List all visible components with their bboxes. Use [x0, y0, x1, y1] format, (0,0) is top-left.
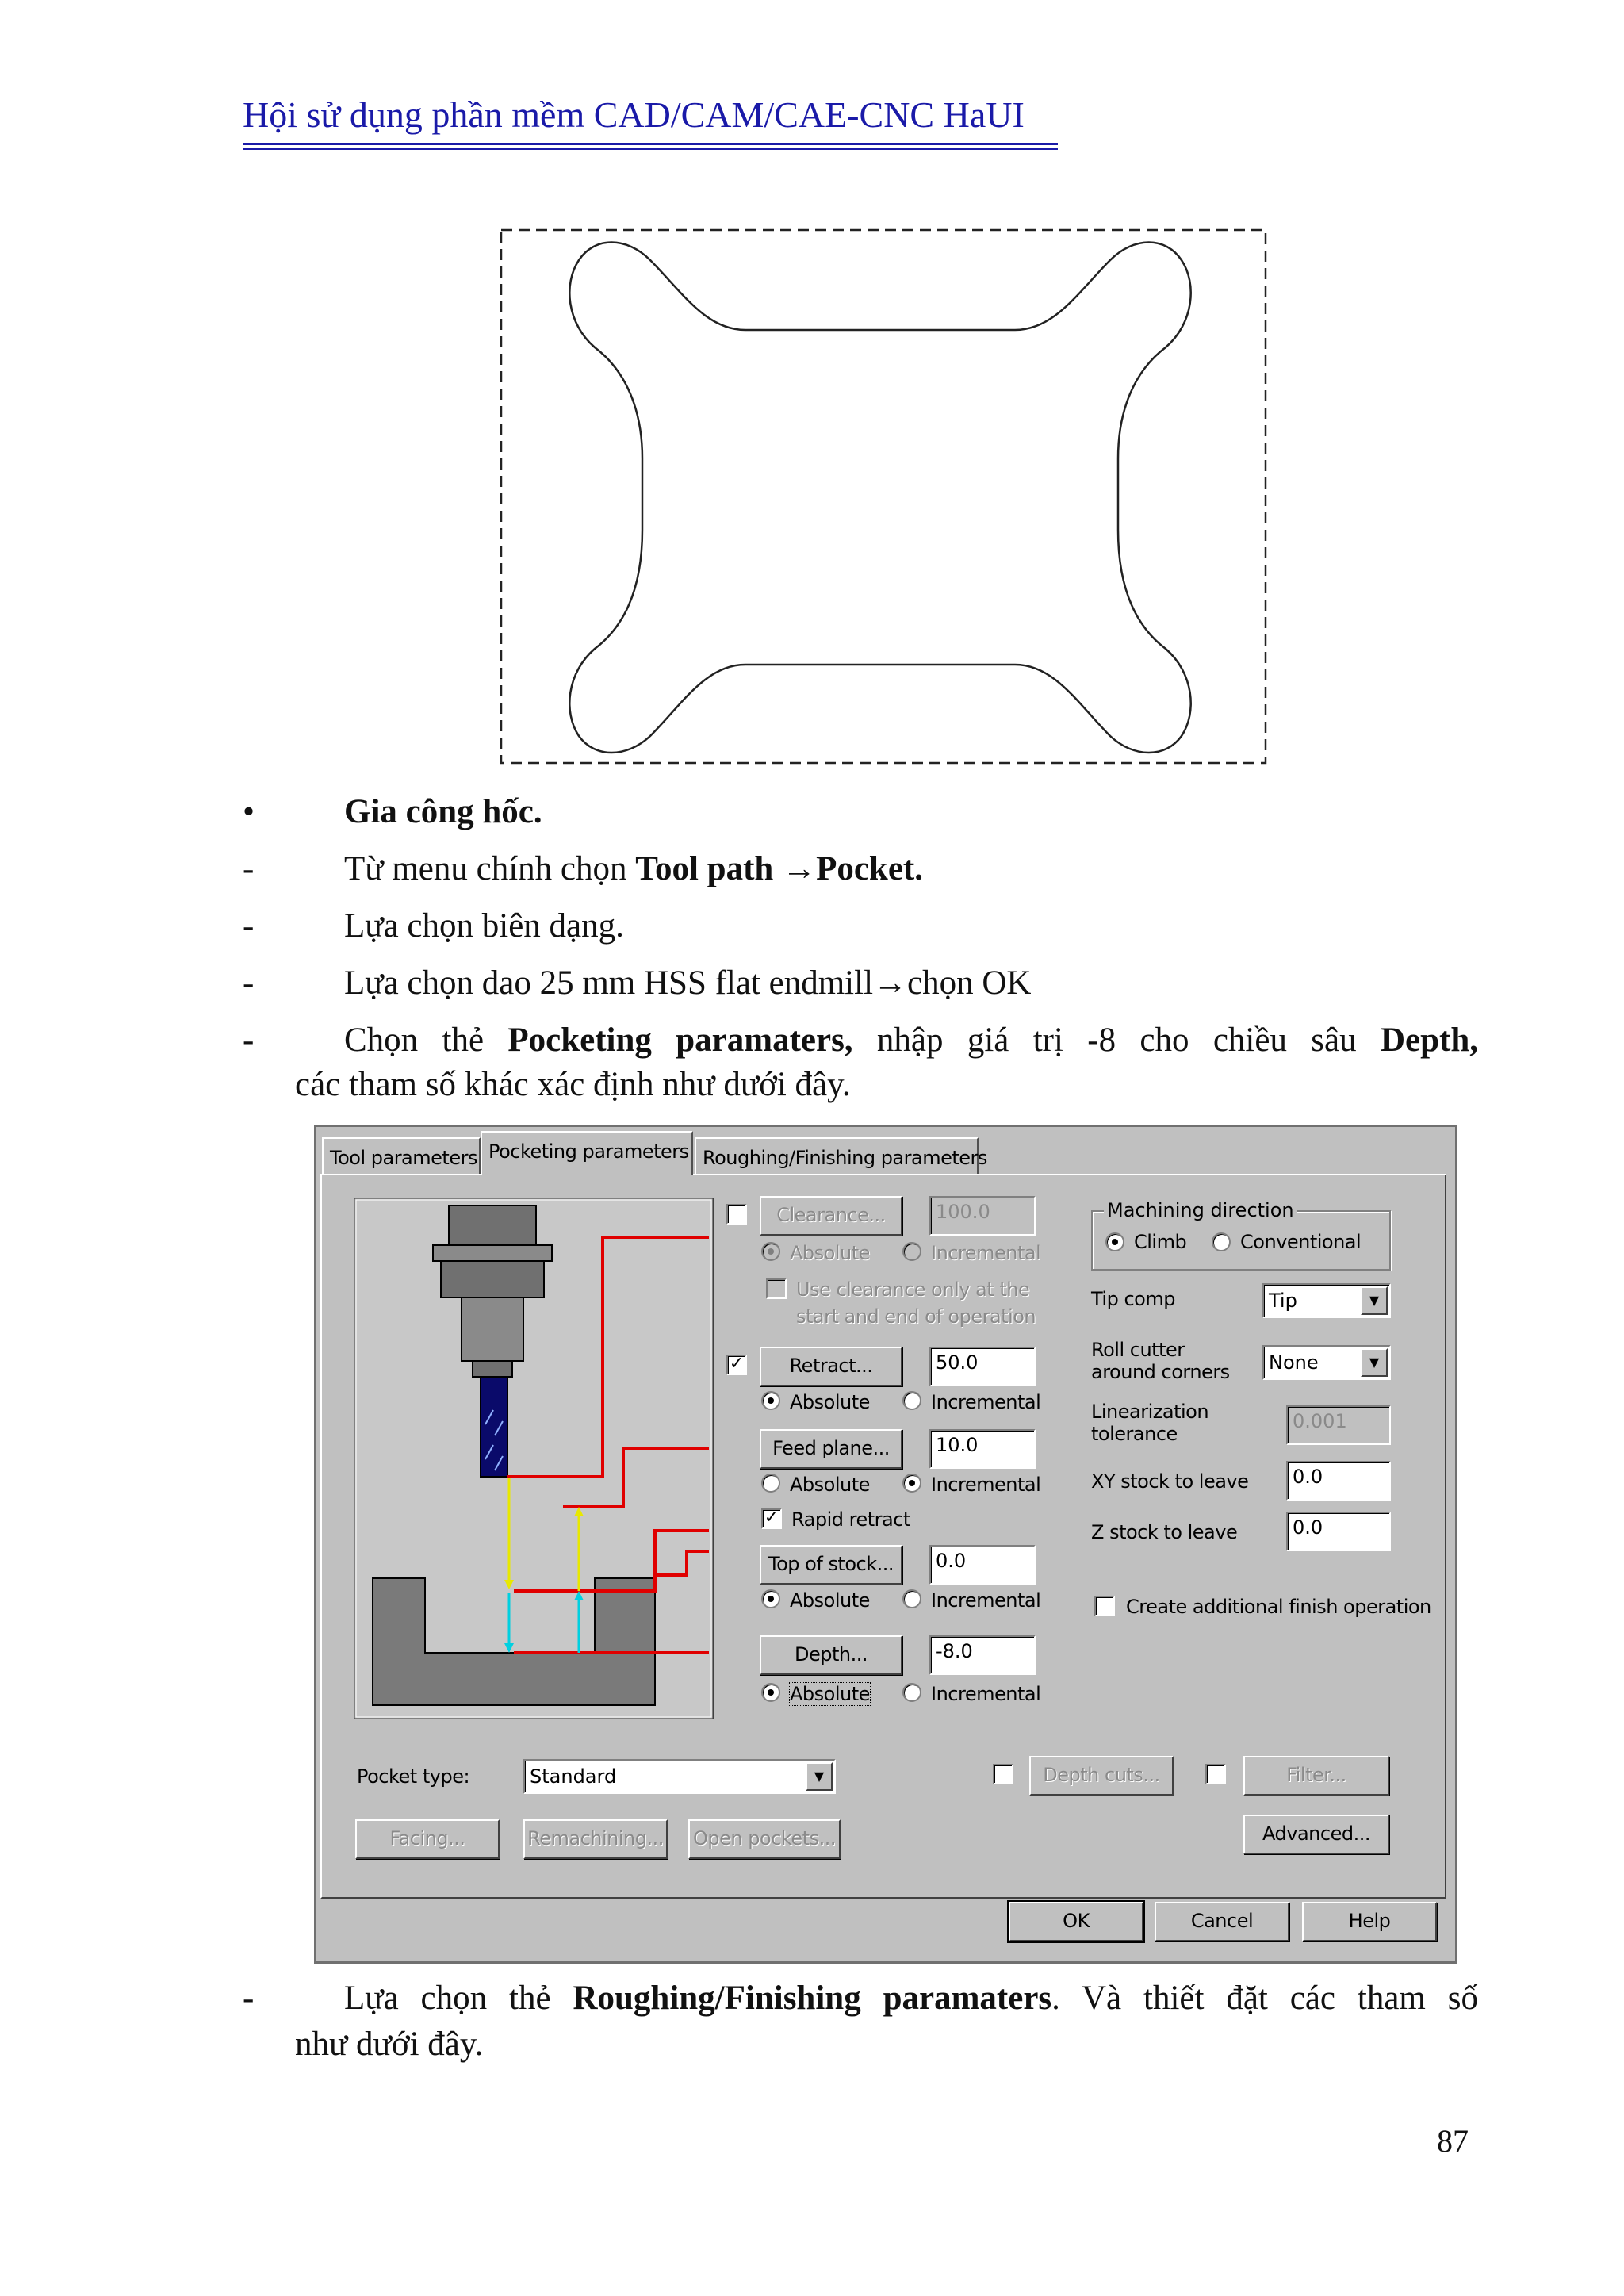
depth-incremental-radio[interactable] [902, 1683, 921, 1702]
use-clearance-label: Use clearance only at the [796, 1278, 1030, 1301]
bullet-pre: Từ menu chính chọn [344, 850, 636, 887]
retract-incremental-radio[interactable] [902, 1391, 921, 1410]
bullet-bold: Gia công hốc. [344, 793, 542, 830]
pocket-type-value: Standard [530, 1765, 617, 1788]
z-stock-field[interactable]: 0.0 [1286, 1512, 1391, 1551]
chevron-down-icon[interactable]: ▼ [1361, 1348, 1388, 1377]
bullet-text [344, 790, 1478, 834]
clearance-button[interactable]: Clearance... [760, 1196, 902, 1236]
tip-comp-label: Tip comp [1091, 1288, 1175, 1310]
tab-roughing-finishing[interactable]: Roughing/Finishing parameters [695, 1137, 979, 1174]
depth-absolute-radio[interactable] [761, 1683, 780, 1702]
stock-absolute-label: Absolute [790, 1589, 870, 1612]
linearization-label: Linearization [1091, 1401, 1209, 1423]
retract-field[interactable]: 50.0 [929, 1347, 1036, 1386]
feed-plane-field[interactable]: 10.0 [929, 1429, 1036, 1469]
stock-incremental-label: Incremental [931, 1589, 1041, 1612]
bullet-continuation: các tham số khác xác định như dưới đây. [295, 1066, 851, 1103]
page-number: 87 [1437, 2123, 1469, 2159]
stock-absolute-radio[interactable] [761, 1589, 780, 1608]
roll-cutter-label: Roll cutter [1091, 1339, 1185, 1361]
retract-absolute-radio[interactable] [761, 1391, 780, 1410]
machining-direction-group [1091, 1199, 1391, 1271]
feed-plane-button[interactable]: Feed plane... [760, 1429, 902, 1469]
linearization-label-2: tolerance [1091, 1423, 1178, 1445]
remachining-button[interactable]: Remachining... [523, 1819, 668, 1859]
tip-comp-select[interactable] [1262, 1283, 1391, 1318]
bullet-bold-2: Depth, [1380, 1022, 1478, 1059]
linearization-field[interactable]: 0.001 [1286, 1405, 1391, 1445]
create-finish-label: Create additional finish operation [1126, 1596, 1431, 1618]
climb-radio[interactable] [1105, 1232, 1124, 1251]
advanced-button[interactable]: Advanced... [1243, 1815, 1389, 1854]
bullet-bold: Roughing/Finishing paramaters [573, 1980, 1052, 2017]
bullet-continuation: như dưới đây. [295, 2026, 484, 2063]
retract-absolute-label: Absolute [790, 1391, 870, 1413]
depth-incremental-label: Incremental [931, 1683, 1041, 1705]
retract-incremental-label: Incremental [931, 1391, 1041, 1413]
chevron-down-icon[interactable]: ▼ [1361, 1286, 1388, 1315]
feed-absolute-label: Absolute [790, 1474, 870, 1496]
tip-comp-value: Tip [1269, 1290, 1297, 1312]
dash-marker: - [243, 1980, 255, 2017]
bullet-text: Lựa chọn dao 25 mm HSS flat endmill→chọn OK [344, 964, 1032, 1002]
roll-cutter-value: None [1269, 1351, 1319, 1374]
feed-incremental-radio[interactable] [902, 1474, 921, 1493]
bullet-mid: nhập giá trị -8 cho chiều sâu [852, 1022, 1381, 1059]
clearance-field[interactable]: 100.0 [929, 1196, 1036, 1236]
xy-stock-label: XY stock to leave [1091, 1470, 1249, 1493]
pocket-shape-drawing [500, 228, 1267, 765]
dash-marker: - [243, 907, 255, 945]
z-stock-label: Z stock to leave [1091, 1521, 1238, 1543]
open-pockets-button[interactable]: Open pockets... [688, 1819, 841, 1859]
clearance-checkbox[interactable] [726, 1204, 747, 1225]
depth-cuts-checkbox[interactable] [993, 1764, 1013, 1784]
clearance-incremental-label: Incremental [931, 1242, 1041, 1264]
roll-cutter-label-2: around corners [1091, 1361, 1230, 1383]
bullet-bold: Pocketing paramaters, [508, 1022, 853, 1059]
page-header: Hội sử dụng phần mềm CAD/CAM/CAE-CNC HaUI [243, 94, 1025, 135]
pocket-dialog-screenshot [314, 1125, 1457, 1964]
facing-button[interactable]: Facing... [355, 1819, 500, 1859]
top-of-stock-button[interactable]: Top of stock... [760, 1545, 902, 1585]
header-rule [243, 143, 1058, 145]
use-clearance-label-2: start and end of operation [796, 1305, 1036, 1328]
pocket-type-select[interactable] [523, 1759, 836, 1794]
cancel-button[interactable]: Cancel [1155, 1902, 1289, 1941]
clearance-incremental-radio[interactable] [902, 1242, 921, 1261]
tab-pocketing-parameters[interactable]: Pocketing parameters [481, 1131, 693, 1175]
dash-marker: - [243, 1022, 255, 1059]
tab-tool-parameters[interactable]: Tool parameters [322, 1137, 481, 1174]
depth-cuts-button[interactable]: Depth cuts... [1029, 1756, 1174, 1796]
filter-button[interactable]: Filter... [1243, 1756, 1389, 1796]
header-rule-2 [243, 148, 1058, 150]
dash-marker: - [243, 850, 255, 887]
bullet-marker: • [243, 793, 255, 830]
bullet-text [344, 1976, 1478, 2021]
climb-label: Climb [1134, 1231, 1187, 1253]
bullet-text [344, 1018, 1478, 1063]
roll-cutter-select[interactable] [1262, 1345, 1391, 1380]
bullet-text [344, 847, 1478, 891]
clearance-absolute-radio[interactable] [761, 1242, 780, 1261]
retract-checkbox[interactable]: ✓ [726, 1355, 747, 1375]
conventional-label: Conventional [1240, 1231, 1362, 1253]
create-finish-checkbox[interactable] [1094, 1596, 1115, 1616]
use-clearance-checkbox[interactable] [766, 1278, 787, 1299]
depth-field[interactable]: -8.0 [929, 1635, 1036, 1675]
bullet-pre: Lựa chọn thẻ [344, 1980, 573, 2017]
conventional-radio[interactable] [1212, 1232, 1231, 1251]
depth-button[interactable]: Depth... [760, 1635, 902, 1675]
feed-incremental-label: Incremental [931, 1474, 1041, 1496]
clearance-absolute-label: Absolute [790, 1242, 870, 1264]
ok-button[interactable]: OK [1009, 1902, 1143, 1941]
tool-height-diagram [354, 1198, 714, 1719]
dash-marker: - [243, 964, 255, 1002]
bullet-mid: . Và thiết đặt các tham số [1051, 1980, 1478, 2017]
rapid-retract-checkbox[interactable]: ✓ [761, 1508, 782, 1529]
rapid-retract-label: Rapid retract [791, 1508, 910, 1531]
top-of-stock-field[interactable]: 0.0 [929, 1545, 1036, 1585]
feed-absolute-radio[interactable] [761, 1474, 780, 1493]
bullet-pre: Chọn thẻ [344, 1022, 508, 1059]
machining-direction-title: Machining direction [1104, 1199, 1297, 1221]
filter-checkbox[interactable] [1205, 1764, 1226, 1784]
bullet-text: Lựa chọn biên dạng. [344, 907, 624, 945]
depth-absolute-label: Absolute [790, 1683, 870, 1705]
stock-incremental-radio[interactable] [902, 1589, 921, 1608]
help-button[interactable]: Help [1302, 1902, 1437, 1941]
chevron-down-icon[interactable]: ▼ [806, 1762, 833, 1791]
retract-button[interactable]: Retract... [760, 1347, 902, 1386]
xy-stock-field[interactable]: 0.0 [1286, 1461, 1391, 1501]
bullet-bold: Tool path →Pocket. [635, 850, 923, 887]
pocket-type-label: Pocket type: [357, 1765, 470, 1788]
